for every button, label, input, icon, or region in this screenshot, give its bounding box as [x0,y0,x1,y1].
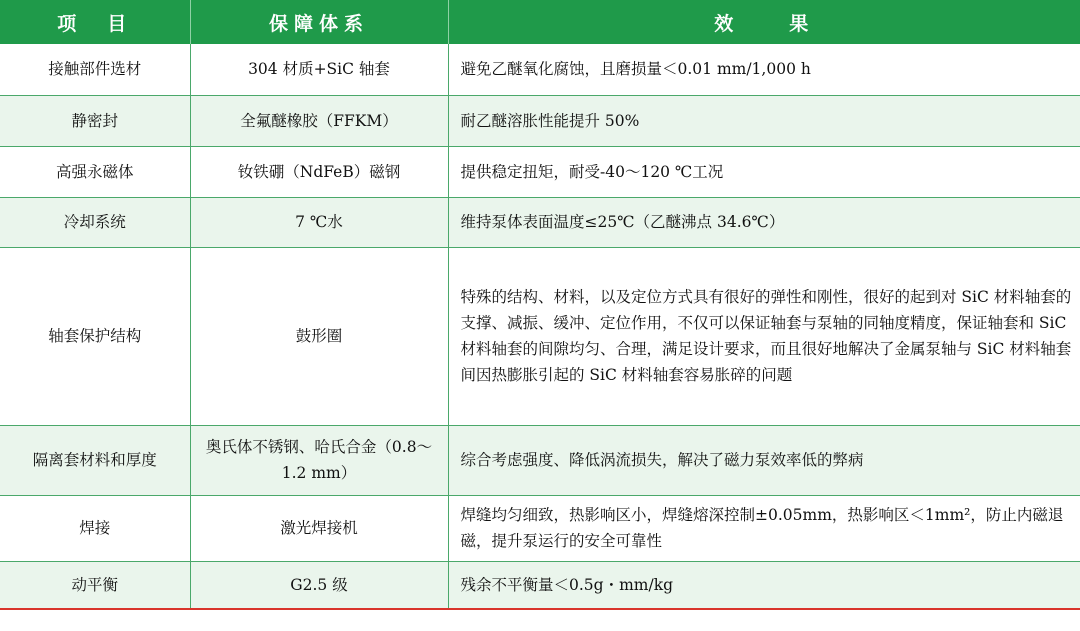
cell-system: 304 材质+SiC 轴套 [190,44,448,95]
cell-item: 高强永磁体 [0,146,190,197]
cell-effect: 耐乙醚溶胀性能提升 50% [448,95,1080,146]
table-row [0,425,1080,495]
table-header [0,0,1080,44]
cell-system: 钕铁硼（NdFeB）磁钢 [190,146,448,197]
cell-item: 隔离套材料和厚度 [0,425,190,495]
header-item: 项 目 [0,0,190,44]
table-row [0,561,1080,609]
header-effect: 效 果 [448,0,1080,44]
cell-system: 全氟醚橡胶（FFKM） [190,95,448,146]
cell-effect: 残余不平衡量＜0.5g・mm/kg [448,561,1080,609]
table-body [0,44,1080,609]
table-row [0,95,1080,146]
cell-effect: 避免乙醚氧化腐蚀，且磨损量＜0.01 mm/1,000 h [448,44,1080,95]
cell-system: 7 ℃水 [190,197,448,247]
cell-system: 鼓形圈 [190,247,448,425]
table-row [0,247,1080,425]
header-system: 保障体系 [190,0,448,44]
cell-effect: 特殊的结构、材料，以及定位方式具有很好的弹性和刚性，很好的起到对 SiC 材料轴套的支撑、减振、缓冲、定位作用，不仅可以保证轴套与泵轴的同轴度精度，保证轴套和 SiC 材料轴套的间隙均匀、合理，满足设计要求，而且很好地解决了金属泵轴与 SiC 材料轴套间因热膨胀引起的 SiC 材料轴套容易胀碎的问题 [448,247,1080,425]
cell-item: 动平衡 [0,561,190,609]
table-row [0,44,1080,95]
cell-item: 焊接 [0,495,190,561]
cell-item: 静密封 [0,95,190,146]
table-row [0,146,1080,197]
cell-effect: 提供稳定扭矩，耐受-40～120 ℃工况 [448,146,1080,197]
cell-item: 接触部件选材 [0,44,190,95]
cell-item: 冷却系统 [0,197,190,247]
table-row [0,197,1080,247]
cell-effect: 综合考虑强度、降低涡流损失，解决了磁力泵效率低的弊病 [448,425,1080,495]
header-row [0,0,1080,44]
cell-effect: 焊缝均匀细致，热影响区小，焊缝熔深控制±0.05mm，热影响区＜1mm²，防止内磁退磁，提升泵运行的安全可靠性 [448,495,1080,561]
table-row [0,495,1080,561]
cell-system: G2.5 级 [190,561,448,609]
cell-effect: 维持泵体表面温度≤25℃（乙醚沸点 34.6℃） [448,197,1080,247]
cell-system: 激光焊接机 [190,495,448,561]
cell-system: 奥氏体不锈钢、哈氏合金（0.8～1.2 mm） [190,425,448,495]
cell-item: 轴套保护结构 [0,247,190,425]
